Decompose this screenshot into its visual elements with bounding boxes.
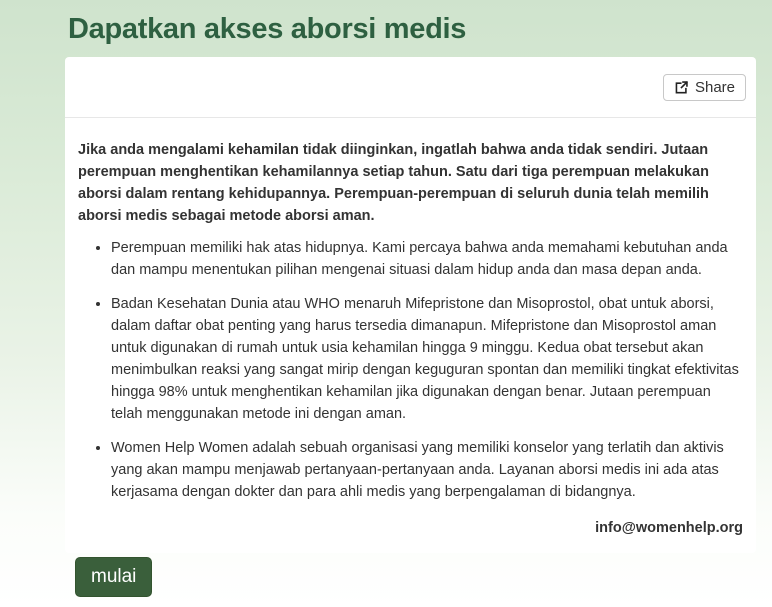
share-button[interactable] bbox=[663, 74, 746, 101]
list-item: • Women Help Women adalah sebuah organisasi yang memiliki konselor yang terlatih dan aktivis yang akan mampu menjawab pertanyaan-pertanyaan anda. Layanan aborsi medis ini ada atas kerjasama dengan dokter dan para ahli medis yang berpengalaman di bidangnya. bbox=[111, 437, 743, 503]
content-card bbox=[65, 57, 756, 553]
intro-paragraph: Jika anda mengalami kehamilan tidak diinginkan, ingatlah bahwa anda tidak sendiri. Jutaan perempuan menghentikan kehamilannya setiap tahun. Satu dari tiga perempuan melakukan aborsi dalam rentang kehidupannya. Perempuan-perempuan di seluruh dunia telah memilih aborsi medis sebagai metode aborsi aman. bbox=[78, 142, 709, 224]
list-item: • Perempuan memiliki hak atas hidupnya. Kami percaya bahwa anda memahami kebutuhan anda dan mampu menentukan pilihan mengenai situasi dalam hidup anda dan masa depan anda. bbox=[111, 237, 743, 281]
list-item: • Badan Kesehatan Dunia atau WHO menaruh Mifepristone dan Misoprostol, obat untuk aborsi, dalam daftar obat penting yang harus tersedia dimanapun. Mifepristone dan Misoprostol aman untuk digunakan di rumah untuk usia kehamilan hingga 9 minggu. Kedua obat tersebut akan menimbulkan reaksi yang sangat mirip dengan keguguran spontan dan memiliki tingkat efektivitas hingga 98% untuk menghentikan kehamilan jika digunakan dengan benar. Jutaan perempuan telah menggunakan metode ini dengan aman. bbox=[111, 293, 743, 425]
bullet-list bbox=[78, 237, 743, 503]
contact-email: info@womenhelp.org bbox=[595, 520, 743, 536]
card-header bbox=[65, 57, 756, 118]
start-button[interactable]: mulai bbox=[75, 557, 152, 597]
share-button-label: Share bbox=[694, 78, 735, 96]
page-title: Dapatkan akses aborsi medis bbox=[68, 13, 467, 45]
card-body bbox=[65, 118, 756, 553]
share-icon bbox=[674, 80, 689, 95]
